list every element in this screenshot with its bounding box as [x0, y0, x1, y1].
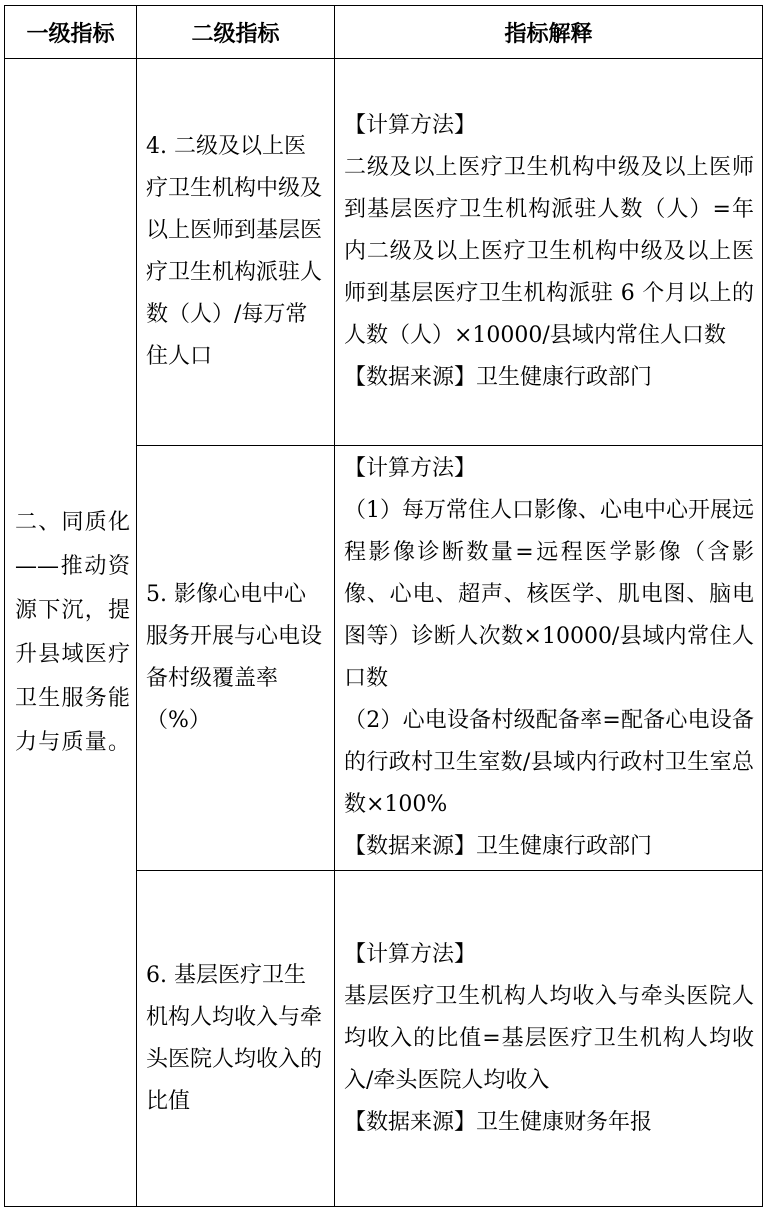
method-heading: 【计算方法】 — [344, 456, 477, 481]
header-level2: 二级指标 — [137, 6, 335, 59]
level2-indicator-text: 4. 二级及以上医疗卫生机构中级及以上医师到基层医疗卫生机构派驻人数（人）/每万常住人口 — [146, 134, 323, 369]
explanation-cell — [335, 446, 763, 871]
level2-indicator-cell — [137, 871, 335, 1207]
explanation-cell — [335, 871, 763, 1207]
method-text: 二级及以上医疗卫生机构中级及以上医师到基层医疗卫生机构派驻人数（人）=年内二级及以上医疗卫生机构中级及以上医师到基层医疗卫生机构派驻 6 个月以上的人数（人）×10000/县域内常住人口数 — [344, 155, 754, 348]
level1-indicator-text: 二、同质化——推动资源下沉，提升县域医疗卫生服务能力与质量。 — [15, 509, 130, 755]
table-header-row — [5, 6, 763, 59]
table-row — [5, 59, 763, 446]
level2-indicator-cell — [137, 446, 335, 871]
explanation-cell — [335, 59, 763, 446]
data-source: 【数据来源】卫生健康行政部门 — [344, 834, 653, 859]
data-source: 【数据来源】卫生健康财务年报 — [344, 1109, 653, 1135]
method-text: （1）每万常住人口影像、心电中心开展远程影像诊断数量=远程医学影像（含影像、心电、超声、核医学、肌电图、脑电图等）诊断人次数×10000/县域内常住人口数 — [344, 498, 754, 691]
indicator-table — [4, 5, 763, 1207]
data-source: 【数据来源】卫生健康行政部门 — [344, 365, 653, 390]
level2-indicator-cell — [137, 59, 335, 446]
level2-indicator-text: 6. 基层医疗卫生机构人均收入与牵头医院人均收入的比值 — [146, 962, 323, 1114]
method-heading: 【计算方法】 — [344, 941, 477, 967]
header-explanation: 指标解释 — [335, 6, 763, 59]
method-heading: 【计算方法】 — [344, 113, 477, 138]
level2-indicator-text: 5. 影像心电中心服务开展与心电设备村级覆盖率（%） — [146, 582, 323, 733]
header-level1: 一级指标 — [5, 6, 137, 59]
level1-indicator-cell — [5, 59, 137, 1207]
method-text: 基层医疗卫生机构人均收入与牵头医院人均收入的比值=基层医疗卫生机构人均收入/牵头医院人均收入 — [344, 983, 754, 1093]
method-text: （2）心电设备村级配备率=配备心电设备的行政村卫生室数/县域内行政村卫生室总数×100% — [344, 708, 754, 817]
